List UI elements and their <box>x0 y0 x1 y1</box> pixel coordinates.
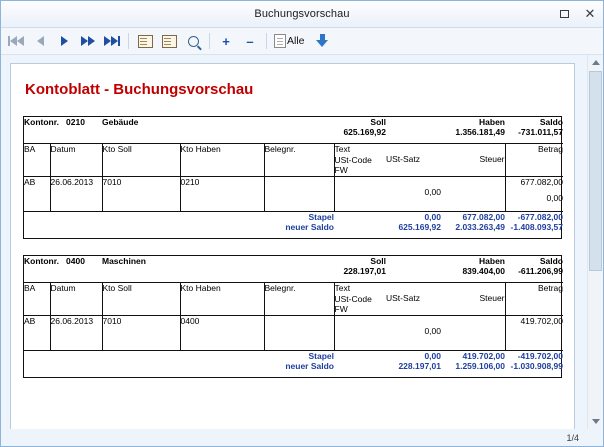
col-ust-code: USt-Code <box>334 154 372 165</box>
col-ust-satz: USt-Satz <box>386 154 421 164</box>
toolbar-separator <box>128 33 129 49</box>
account-table <box>24 117 563 238</box>
saldo-label: Saldo <box>539 117 563 127</box>
all-pages-button[interactable] <box>272 30 310 52</box>
col-ba: BA <box>24 144 50 177</box>
summary-saldo <box>505 212 563 238</box>
all-pages-label: Alle <box>287 35 305 47</box>
maximize-icon[interactable] <box>557 7 571 21</box>
page-title: Kontoblatt - Buchungsvorschau <box>25 81 254 98</box>
stapel-saldo: -677.082,00 <box>517 211 563 222</box>
haben-value: 839.404,00 <box>462 265 505 276</box>
neuer-saldo-betrag: 2.033.263,49 <box>455 221 505 232</box>
next-page-button[interactable] <box>53 30 75 52</box>
zoom-in-button[interactable] <box>215 30 237 52</box>
neuer-saldo-label: neuer Saldo <box>285 360 334 371</box>
cell-ba: AB <box>24 315 50 342</box>
zoom-out-label: – <box>246 33 254 49</box>
cell-ust-satz <box>386 315 441 342</box>
window-title: Buchungsvorschau <box>254 8 350 20</box>
neuer-saldo-label: neuer Saldo <box>285 221 334 232</box>
neuer-saldo-steuer: 228.197,01 <box>398 360 441 371</box>
scrollbar-thumb[interactable] <box>589 71 602 271</box>
soll-label: Soll <box>370 255 386 266</box>
col-steuer: Steuer <box>479 292 505 303</box>
summary-betrag <box>441 351 505 377</box>
haben-label: Haben <box>479 117 505 127</box>
stapel-steuer: 0,00 <box>424 211 441 222</box>
document-page <box>10 63 575 429</box>
cell-text <box>334 176 386 203</box>
account-block <box>23 116 562 239</box>
cell-datum: 26.06.2013 <box>50 315 102 342</box>
col-ba: BA <box>24 282 50 315</box>
stapel-steuer: 0,00 <box>424 350 441 361</box>
col-ust-satz-group <box>386 144 441 177</box>
cell-text <box>334 315 386 342</box>
saldo-value: -611.206,99 <box>518 265 563 276</box>
kontonr-value: 0400 <box>66 255 85 266</box>
column-header-row <box>24 282 563 315</box>
haben-label: Haben <box>479 255 505 266</box>
soll-value: 228.197,01 <box>343 265 386 276</box>
summary-row <box>24 212 563 238</box>
close-icon[interactable]: ✕ <box>584 6 596 22</box>
col-betrag: Betrag <box>537 144 563 154</box>
col-kto-soll: Kto Soll <box>102 282 180 315</box>
col-steuer-group <box>441 282 505 315</box>
cell-kto-soll: 7010 <box>102 315 180 342</box>
col-ust-satz-group <box>386 282 441 315</box>
neuer-saldo-saldo: -1.030.908,99 <box>510 360 563 371</box>
cell-betrag-value: 677.082,00 <box>520 176 563 187</box>
column-header-row <box>24 144 563 177</box>
table-row <box>24 315 563 342</box>
saldo-label: Saldo <box>539 255 563 266</box>
neuer-saldo-saldo: -1.408.093,57 <box>510 221 563 232</box>
cell-betrag <box>505 315 563 342</box>
neuer-saldo-steuer: 625.169,92 <box>398 221 441 232</box>
page-icon <box>274 34 286 48</box>
soll-label: Soll <box>370 117 386 127</box>
col-text-group <box>334 282 386 315</box>
previous-page-button[interactable] <box>29 30 51 52</box>
col-fw: FW <box>334 165 348 176</box>
cell-steuer <box>441 315 505 342</box>
table-row-spacer <box>24 203 563 212</box>
table-row <box>24 176 563 203</box>
chevron-down-icon <box>592 419 600 424</box>
zoom-button[interactable] <box>182 30 204 52</box>
toolbar <box>1 28 603 55</box>
cell-kto-haben: 0210 <box>180 176 264 203</box>
cell-betrag-value-2: 0,00 <box>546 192 563 203</box>
col-steuer-group <box>441 144 505 177</box>
col-kto-haben: Kto Haben <box>180 282 264 315</box>
scroll-down-button[interactable] <box>588 414 603 429</box>
kontonr-value: 0210 <box>66 117 85 127</box>
account-header-row <box>24 256 563 283</box>
export-button[interactable] <box>158 30 180 52</box>
cell-steuer-inner: 0,00 <box>424 325 441 336</box>
first-page-button[interactable] <box>5 30 27 52</box>
cell-betrag <box>505 176 563 203</box>
col-text: Text <box>334 282 351 293</box>
cell-ba: AB <box>24 176 50 203</box>
col-text: Text <box>334 144 351 154</box>
kontonr-label: Kontonr. <box>24 117 59 127</box>
toolbar-separator-2 <box>209 33 210 49</box>
summary-labels <box>180 212 334 238</box>
summary-steuer <box>386 212 441 238</box>
col-kto-haben: Kto Haben <box>180 144 264 177</box>
cell-betrag-value: 419.702,00 <box>520 315 563 326</box>
title-bar <box>1 1 603 28</box>
summary-saldo <box>505 351 563 377</box>
toolbar-separator-3 <box>266 33 267 49</box>
download-icon <box>316 34 329 48</box>
account-name: Gebäude <box>102 117 139 127</box>
col-datum: Datum <box>50 282 102 315</box>
account-block <box>23 255 562 378</box>
col-fw: FW <box>334 304 348 315</box>
window-controls <box>557 1 597 27</box>
col-ust-satz: USt-Satz <box>386 292 421 303</box>
col-belegnr: Belegnr. <box>264 282 334 315</box>
cell-belegnr <box>264 176 334 203</box>
zoom-in-label: + <box>222 33 230 49</box>
soll-value: 625.169,92 <box>343 127 386 137</box>
col-text-group <box>334 144 386 177</box>
stapel-label: Stapel <box>308 211 334 222</box>
stapel-betrag: 677.082,00 <box>462 211 505 222</box>
page-indicator: 1/4 <box>566 432 579 443</box>
preview-area <box>1 55 603 429</box>
download-button[interactable] <box>312 30 334 52</box>
scroll-up-button[interactable] <box>588 55 603 70</box>
haben-value: 1.356.181,49 <box>455 127 505 137</box>
neuer-saldo-betrag: 1.259.106,00 <box>455 360 505 371</box>
cell-steuer <box>441 176 505 203</box>
kontonr-label: Kontonr. <box>24 255 59 266</box>
col-ust-code: USt-Code <box>334 293 372 304</box>
col-kto-soll: Kto Soll <box>102 144 180 177</box>
status-bar <box>1 429 603 446</box>
cell-belegnr <box>264 315 334 342</box>
summary-betrag <box>441 212 505 238</box>
vertical-scrollbar[interactable] <box>587 55 602 429</box>
chevron-up-icon <box>592 60 600 65</box>
stapel-label: Stapel <box>308 350 334 361</box>
saldo-value: -731.011,57 <box>518 127 563 137</box>
stapel-saldo: -419.702,00 <box>517 350 563 361</box>
account-name: Maschinen <box>102 255 146 266</box>
cell-kto-haben: 0400 <box>180 315 264 342</box>
next-group-button[interactable] <box>77 30 99 52</box>
col-belegnr: Belegnr. <box>264 144 334 177</box>
cell-steuer-inner: 0,00 <box>424 186 441 197</box>
summary-row <box>24 351 563 377</box>
cell-ust-satz <box>386 176 441 203</box>
summary-labels <box>180 351 334 377</box>
account-table <box>24 256 563 377</box>
col-steuer: Steuer <box>479 154 505 164</box>
account-header-row <box>24 117 563 144</box>
print-button[interactable] <box>134 30 156 52</box>
cell-datum: 26.06.2013 <box>50 176 102 203</box>
cell-kto-soll: 7010 <box>102 176 180 203</box>
col-betrag: Betrag <box>537 282 563 293</box>
stapel-betrag: 419.702,00 <box>462 350 505 361</box>
zoom-out-button[interactable] <box>239 30 261 52</box>
col-datum: Datum <box>50 144 102 177</box>
last-page-button[interactable] <box>101 30 123 52</box>
summary-steuer <box>386 351 441 377</box>
table-row-spacer <box>24 342 563 351</box>
